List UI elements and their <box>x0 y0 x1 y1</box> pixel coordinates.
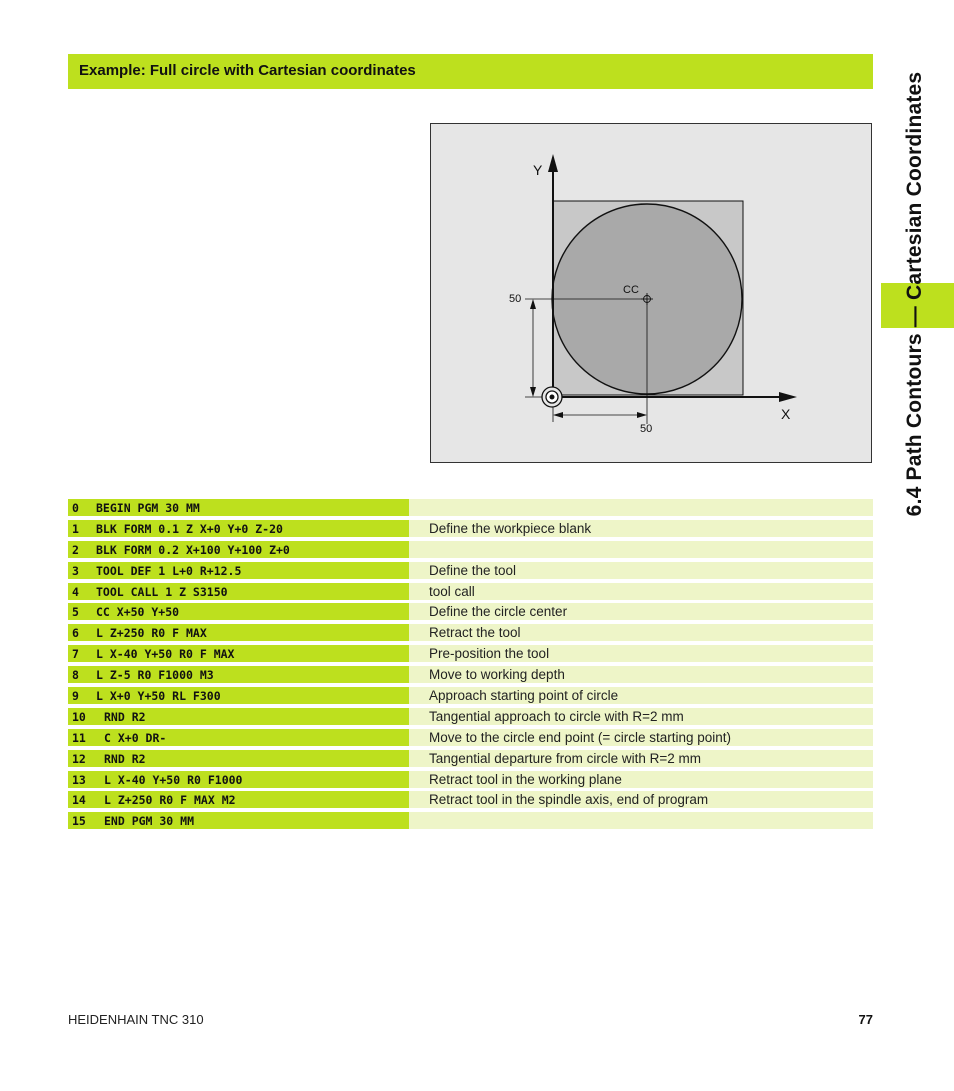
code-cell <box>68 520 409 537</box>
program-row <box>68 499 873 516</box>
block-description: Retract tool in the working plane <box>429 771 622 787</box>
description-cell <box>409 791 873 808</box>
program-row <box>68 729 873 746</box>
x-axis-arrow <box>779 392 797 402</box>
nc-statement: RND R2 <box>104 751 146 766</box>
code-cell <box>68 603 409 620</box>
program-row <box>68 520 873 537</box>
program-row <box>68 771 873 788</box>
description-cell <box>409 624 873 641</box>
block-number: 15 <box>72 814 86 829</box>
block-description: Define the circle center <box>429 604 568 620</box>
block-description: Define the workpiece blank <box>429 520 592 536</box>
code-cell <box>68 645 409 662</box>
x-dimension-arrow-right <box>637 412 647 418</box>
code-cell <box>68 624 409 641</box>
block-number: 7 <box>72 647 79 662</box>
nc-statement: C X+0 DR- <box>104 730 167 745</box>
description-cell <box>409 812 873 829</box>
description-cell <box>409 750 873 767</box>
code-cell <box>68 708 409 725</box>
nc-statement: RND R2 <box>104 709 146 724</box>
x-axis-label: X <box>781 406 791 422</box>
program-row <box>68 791 873 808</box>
description-cell <box>409 583 873 600</box>
description-cell <box>409 666 873 683</box>
block-number: 10 <box>72 709 86 724</box>
nc-statement: TOOL CALL 1 Z S3150 <box>96 584 228 599</box>
description-cell <box>409 771 873 788</box>
block-description: Tangential departure from circle with R=2 mm <box>429 750 701 766</box>
code-cell <box>68 729 409 746</box>
block-description: Pre-position the tool <box>429 646 550 662</box>
code-cell <box>68 812 409 829</box>
code-cell <box>68 562 409 579</box>
nc-statement: BLK FORM 0.2 X+100 Y+100 Z+0 <box>96 542 290 557</box>
description-cell <box>409 645 873 662</box>
x-dimension-arrow-left <box>553 412 563 418</box>
nc-statement: TOOL DEF 1 L+0 R+12.5 <box>96 563 242 578</box>
block-number: 6 <box>72 626 79 641</box>
block-number: 13 <box>72 772 86 787</box>
program-row <box>68 624 873 641</box>
block-number: 2 <box>72 542 79 557</box>
code-cell <box>68 771 409 788</box>
program-row <box>68 666 873 683</box>
block-description: Move to working depth <box>429 667 565 683</box>
description-cell <box>409 687 873 704</box>
block-description: Approach starting point of circle <box>429 688 619 704</box>
block-description: Tangential approach to circle with R=2 mm <box>429 708 684 724</box>
nc-statement: L Z+250 R0 F MAX <box>96 626 207 641</box>
x-dimension-label: 50 <box>640 423 653 435</box>
center-label: CC <box>623 284 639 296</box>
program-row <box>68 603 873 620</box>
block-number: 1 <box>72 521 79 536</box>
program-row <box>68 541 873 558</box>
circle-diagram <box>430 123 872 463</box>
section-header <box>68 54 873 89</box>
section-title: Example: Full circle with Cartesian coordinates <box>79 62 416 79</box>
description-cell <box>409 729 873 746</box>
block-number: 0 <box>72 501 79 515</box>
code-cell <box>68 791 409 808</box>
block-number: 8 <box>72 668 79 683</box>
y-dimension-arrow-bottom <box>530 387 536 397</box>
program-row <box>68 583 873 600</box>
description-cell <box>409 520 873 537</box>
block-number: 5 <box>72 605 79 620</box>
program-row <box>68 812 873 829</box>
block-number: 9 <box>72 689 79 704</box>
nc-statement: BEGIN PGM 30 MM <box>96 501 200 515</box>
page-number: 77 <box>858 1012 873 1027</box>
footer-product: HEIDENHAIN TNC 310 <box>68 1012 204 1027</box>
program-row <box>68 562 873 579</box>
nc-statement: L Z+250 R0 F MAX M2 <box>104 793 236 808</box>
code-cell <box>68 583 409 600</box>
block-description: Define the tool <box>429 562 517 578</box>
description-cell <box>409 562 873 579</box>
block-number: 11 <box>72 730 86 745</box>
code-cell <box>68 687 409 704</box>
program-row <box>68 687 873 704</box>
nc-statement: L Z-5 R0 F1000 M3 <box>96 668 214 683</box>
code-cell <box>68 750 409 767</box>
y-dimension-label: 50 <box>509 293 522 305</box>
diagram-svg <box>431 124 873 464</box>
block-description: tool call <box>429 583 475 599</box>
code-cell <box>68 499 409 516</box>
program-row <box>68 708 873 725</box>
block-number: 4 <box>72 584 79 599</box>
program-row <box>68 750 873 767</box>
block-number: 12 <box>72 751 86 766</box>
block-description: Move to the circle end point (= circle starting point) <box>429 729 732 745</box>
description-cell <box>409 499 873 516</box>
description-cell <box>409 708 873 725</box>
y-dimension-arrow-top <box>530 299 536 309</box>
y-axis-arrow <box>548 154 558 172</box>
program-listing <box>68 499 873 833</box>
code-cell <box>68 666 409 683</box>
chapter-title: 6.4 Path Contours — Cartesian Coordinates <box>903 71 926 517</box>
nc-statement: BLK FORM 0.1 Z X+0 Y+0 Z-20 <box>96 521 283 536</box>
block-description: Retract tool in the spindle axis, end of program <box>429 792 709 808</box>
nc-statement: L X+0 Y+50 RL F300 <box>96 689 221 704</box>
datum-dot <box>550 395 555 400</box>
nc-statement: L X-40 Y+50 R0 F1000 <box>104 772 243 787</box>
program-row <box>68 645 873 662</box>
nc-statement: END PGM 30 MM <box>104 814 195 829</box>
code-cell <box>68 541 409 558</box>
block-number: 3 <box>72 563 79 578</box>
block-number: 14 <box>72 793 86 808</box>
description-cell <box>409 603 873 620</box>
block-description: Retract the tool <box>429 625 521 641</box>
description-cell <box>409 541 873 558</box>
y-axis-label: Y <box>533 162 543 178</box>
nc-statement: L X-40 Y+50 R0 F MAX <box>96 647 235 662</box>
nc-statement: CC X+50 Y+50 <box>96 605 180 620</box>
